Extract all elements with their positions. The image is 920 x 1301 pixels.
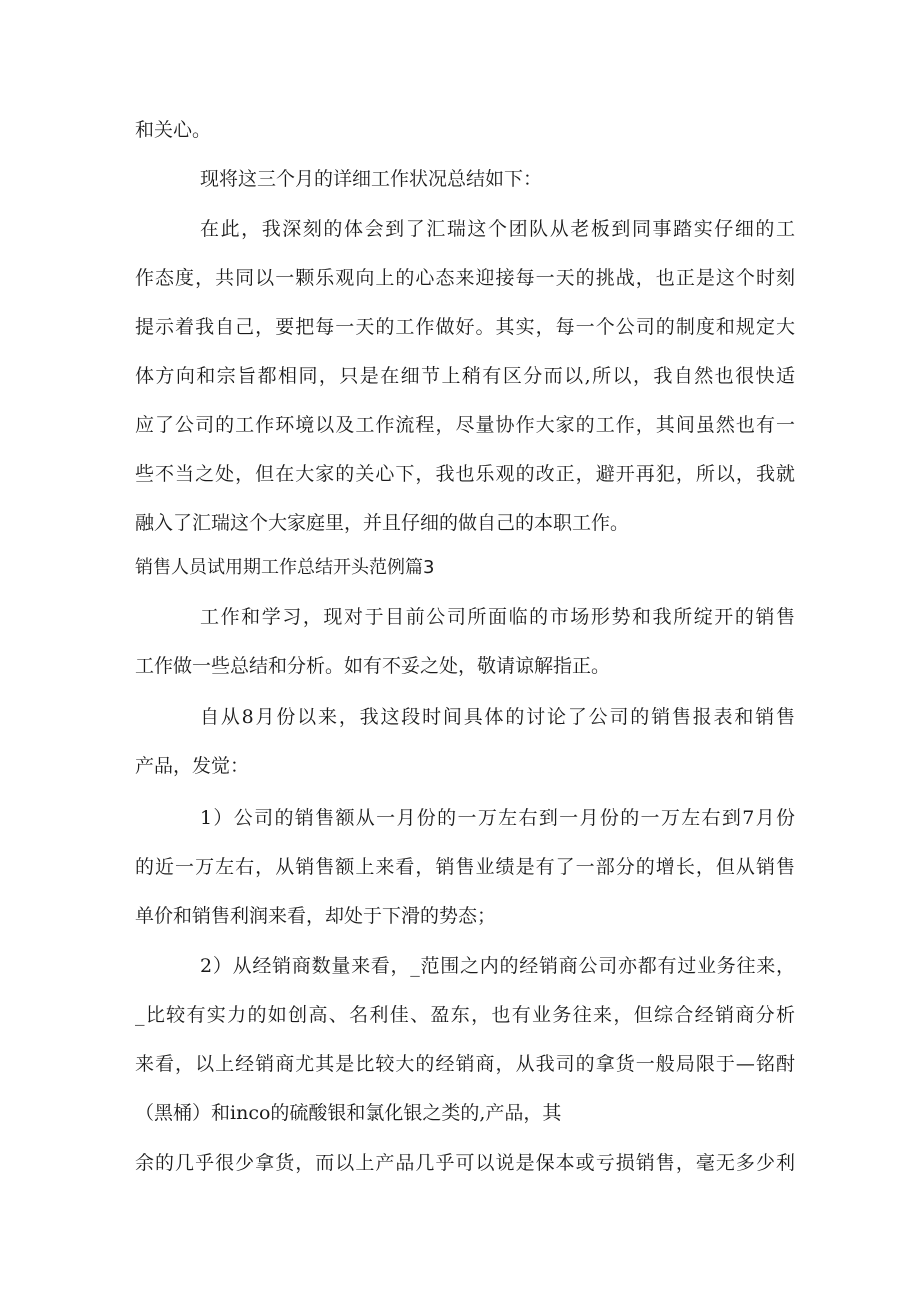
body-line: 些不当之处，但在大家的关心下，我也乐观的改正，避开再犯，所以，我就 [135,463,795,485]
body-line: 现将这三个月的详细工作状况总结如下： [200,168,543,190]
body-line: 1）公司的销售额从一月份的一万左右到一月份的一万左右到7月份 [200,807,795,829]
body-line: 工作做一些总结和分析。如有不妥之处，敬请谅解指正。 [135,655,611,677]
body-line: 作态度，共同以一颗乐观向上的心态来迎接每一天的挑战，也正是这个时刻 [135,267,795,289]
body-line: 自从8月份以来，我这段时间具体的讨论了公司的销售报表和销售 [200,706,795,728]
section-heading: 销售人员试用期工作总结开头范例篇3 [135,557,435,578]
body-line: 的近一万左右，从销售额上来看，销售业绩是有了一部分的增长，但从销售 [135,856,795,878]
body-line: 来看，以上经销商尤其是比较大的经销商，从我司的拿货一般局限于—铭酎 [135,1053,795,1075]
body-line: _比较有实力的如创高、名利佳、盈东，也有业务往来，但综合经销商分析 [135,1004,795,1026]
body-line: 应了公司的工作环境以及工作流程，尽量协作大家的工作，其间虽然也有一 [135,414,795,436]
body-line: （黑桶）和inco的硫酸银和氯化银之类的,产品，其 [135,1102,562,1124]
body-line: 工作和学习，现对于目前公司所面临的市场形势和我所绽开的销售 [200,606,795,628]
body-line: 和关心。 [135,119,212,141]
body-line: 产品，发觉： [135,755,250,777]
body-line: 单价和销售利润来看，却处于下滑的势态； [135,905,497,927]
body-line: 在此，我深刻的体会到了汇瑞这个团队从老板到同事踏实仔细的工 [200,218,795,240]
body-line: 体方向和宗旨都相同，只是在细节上稍有区分而以,所以，我自然也很快适 [135,365,795,387]
body-line: 2）从经销商数量来看，_范围之内的经销商公司亦都有过业务往来， [200,955,795,977]
body-line: 提示着我自己，要把每一天的工作做好。其实，每一个公司的制度和规定大 [135,316,795,338]
body-line: 融入了汇瑞这个大家庭里，并且仔细的做自己的本职工作。 [135,512,630,534]
body-line: 余的几乎很少拿货，而以上产品几乎可以说是保本或亏损销售，毫无多少利 [135,1152,795,1174]
